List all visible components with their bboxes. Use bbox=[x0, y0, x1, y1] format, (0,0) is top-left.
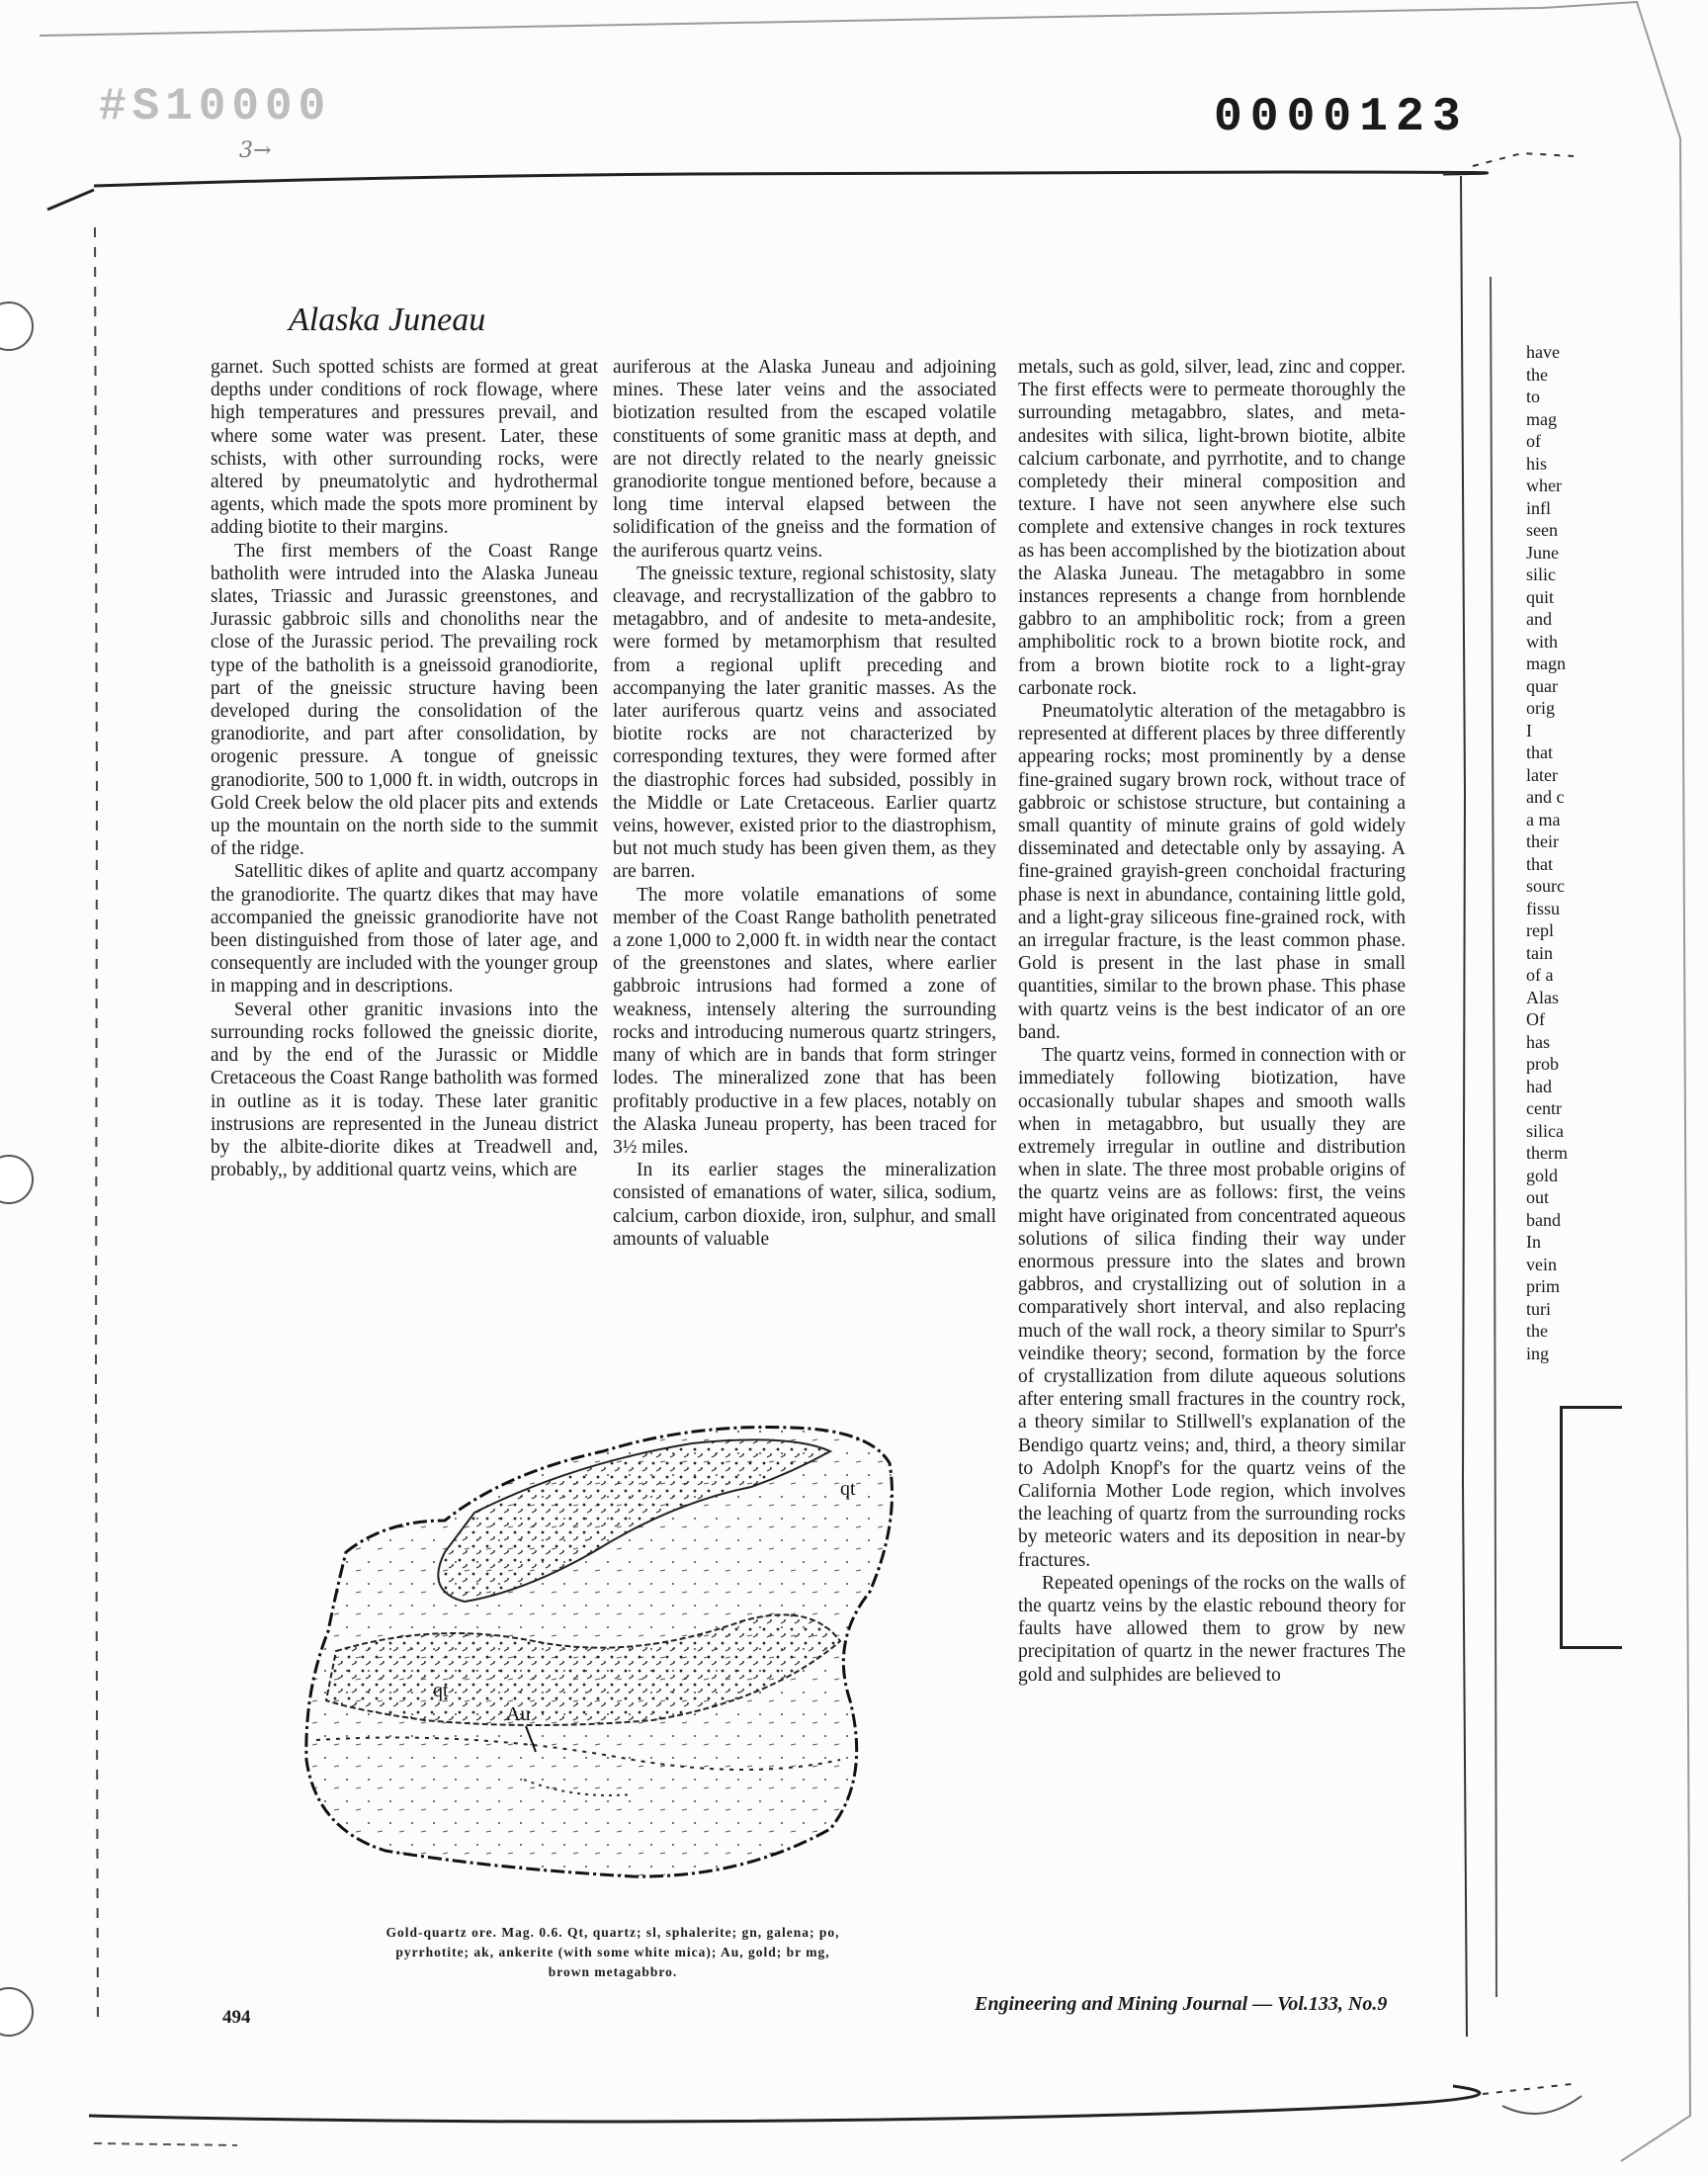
cut-column-fragment: tain bbox=[1526, 942, 1553, 963]
cut-column-fragment: and bbox=[1526, 609, 1552, 629]
cut-column-fragment: turi bbox=[1526, 1298, 1551, 1319]
cut-column-fragment: prim bbox=[1526, 1276, 1560, 1296]
cut-column-fragment: June bbox=[1526, 542, 1559, 563]
cut-column-fragment: orig bbox=[1526, 698, 1555, 718]
paragraph: auriferous at the Alaska Juneau and adjoining mines. These later veins and the associated biotization resulted from the escaped volatile constituents of some granitic mass at depth, and are not directly related to the nearly gneissic granodiorite tongue mentioned before, because a long time interval elapsed between the solidification of the gneiss and the formation of the auriferous quartz veins. bbox=[613, 357, 996, 562]
paragraph: The more volatile emanations of some member of the Coast Range batholith penetrated a zone 1,000 to 2,000 ft. in width near the contact of the greenstones and slates, where earlier gabbroic intrusions had formed a zone of weakness, intensely altering the surrounding rocks and introducing numerous quartz stringers, many of which are in bands that form stringer lodes. The mineralized zone that has been profitably productive in a few places, notably on the Alaska Juneau property, has been traced for 3½ miles. bbox=[613, 884, 996, 1158]
faded-stamp-number: #S10000 bbox=[99, 81, 332, 132]
cut-column-fragment: prob bbox=[1526, 1054, 1559, 1074]
label-qt-lower: qt bbox=[433, 1680, 449, 1701]
article-title: Alaska Juneau bbox=[289, 301, 486, 338]
cut-column-fragment: have bbox=[1526, 342, 1560, 362]
label-au: Au bbox=[506, 1703, 531, 1725]
cut-column-fragment: fissu bbox=[1526, 898, 1561, 918]
cut-column-fragment: therm bbox=[1526, 1143, 1568, 1163]
cut-column-fragment: gold bbox=[1526, 1165, 1559, 1185]
paragraph: Satellitic dikes of aplite and quartz accompany the granodiorite. The quartz dikes that may have accompanied the gneissic granodiorite have not been distinguished from those of later age, and consequently are included with the younger group in mapping and in descriptions. bbox=[211, 861, 598, 998]
binder-hole-bottom bbox=[0, 1987, 34, 2037]
cut-column-fragment: has bbox=[1526, 1031, 1550, 1052]
cut-column-fragment: with bbox=[1526, 631, 1559, 652]
cut-column-fragment: that bbox=[1526, 742, 1553, 762]
cut-off-column bbox=[1526, 341, 1595, 1364]
ore-specimen-photo bbox=[277, 1404, 919, 1918]
cut-column-fragment: wher bbox=[1526, 476, 1562, 495]
cut-column-fragment: sourc bbox=[1526, 876, 1565, 896]
handwritten-note: 3→ bbox=[239, 138, 272, 163]
cut-column-fragment: their bbox=[1526, 831, 1559, 851]
binder-hole-top bbox=[0, 302, 34, 351]
cut-column-fragment: band bbox=[1526, 1209, 1561, 1230]
cut-column-fragment: magn bbox=[1526, 653, 1566, 673]
paragraph: Several other granitic invasions into the surrounding rocks followed the gneissic diorite, and by the end of the Jurassic or Middle Cretaceous the Coast Range batholith was formed in outline as it is today. These later granitic instrusions are represented in the Juneau district by the albite-diorite dikes at Treadwell and, probably,, by additional quartz veins, which are bbox=[211, 999, 598, 1181]
figure-caption bbox=[297, 1923, 929, 1982]
paragraph: The quartz veins, formed in connection with or immediately following biotization, have occasionally tubular shapes and smooth walls when in metagabbro, but usually they are extremely irregular in outline and distribution when in slate. The three most probable origins of the quartz veins are as follows: first, the veins might have originated from concentrated aqueous solutions of silica finding their way under enormous pressure into the slates and brown gabbros, and crystallizing out of solution in a comparatively short interval, and also replacing much of the wall rock, a theory similar to Spurr's veindike theory; second, formation by the force of crystallization from dilute aqueous solutions after entering small fractures in the country rock, a theory similar to Stillwell's explanation of the Bendigo quartz veins; and, third, a theory similar to Adolph Knopf's for the quartz veins of the California Mother Lode region, which involves the leaching of quartz from the surrounding rocks by meteoric waters and its deposition in near-by fractures. bbox=[1018, 1045, 1406, 1571]
cut-column-fragment: silic bbox=[1526, 565, 1556, 584]
paragraph: The first members of the Coast Range batholith were intruded into the Alaska Juneau slates, Triassic and Jurassic greenstones, and Jurassic gabbroic sills and chonoliths near the close of the Jurassic period. The prevailing rock type of the batholith is a gneissoid granodiorite, part of the gneissic structure having been developed during the consolidation of the granodiorite, and part after consolidation, by orogenic pressure. A tongue of gneissic granodiorite, 500 to 1,000 ft. in width, outcrops in Gold Creek below the old placer pits and extends up the mountain on the north side to the summit of the ridge. bbox=[211, 540, 598, 860]
binder-hole-middle bbox=[0, 1155, 34, 1204]
cut-column-fragment: of bbox=[1526, 431, 1541, 451]
cut-column-fragment: seen bbox=[1526, 520, 1558, 540]
cut-column-fragment: In bbox=[1526, 1232, 1541, 1252]
label-qt-upper: qt bbox=[840, 1478, 856, 1500]
paragraph: The gneissic texture, regional schistosity, slaty cleavage, and recrystallization of the gabbro to metagabbro, and of andesite to meta-andesite, were formed by metamorphism that resulted from a regional uplift preceding and accompanying the later granitic masses. As the later auriferous quartz veins and associated biotite rocks are not characterized by corresponding textures, they were formed after the diastrophic forces had subsided, possibly in the Middle or Late Cretaceous. Earlier quartz veins, however, existed prior to the diastrophism, but not much study has been given them, as they are barren. bbox=[613, 563, 996, 883]
article-column-1 bbox=[211, 356, 598, 1181]
cut-column-fragment: centr bbox=[1526, 1098, 1562, 1118]
paragraph: garnet. Such spotted schists are formed at great depths under conditions of rock flowage, where high temperatures and pressures prevail, and where some water was present. Later, these schists, with other surrounding rocks, were altered by pneumatolytic and hydrothermal agents, which made the spots more prominent by adding biotite to their margins. bbox=[211, 357, 598, 539]
cut-column-fragment: of a bbox=[1526, 965, 1554, 985]
paragraph: metals, such as gold, silver, lead, zinc and copper. The first effects were to permeate thoroughly the surrounding metagabbro, slates, and meta-andesites with silica, light-brown biotite, albite calcium carbonate, and pyrrhotite, and to change completedy their mineral composition and texture. I have not seen anywhere else such complete and extensive changes in rock textures as has been accomplished by the biotization about the Alaska Juneau. The metagabbro in some instances represents a change from hornblende gabbro to an amphibolitic rock; from a green amphibolitic rock to a brown biotite rock, and from a brown biotite rock to a light-gray carbonate rock. bbox=[1018, 357, 1406, 699]
cut-column-fragment: the bbox=[1526, 1321, 1548, 1341]
caption-line: brown metagabbro. bbox=[548, 1964, 678, 1979]
article-column-3 bbox=[1018, 356, 1406, 1687]
caption-line: pyrrhotite; ak, ankerite (with some white mica); Au, gold; br mg, bbox=[395, 1945, 830, 1959]
cut-column-fragment: vein bbox=[1526, 1254, 1557, 1274]
cut-column-fragment: Alas bbox=[1526, 987, 1559, 1007]
cut-column-fragment: and c bbox=[1526, 787, 1565, 807]
cut-column-fragment: quar bbox=[1526, 675, 1558, 696]
cut-column-fragment: quit bbox=[1526, 586, 1555, 607]
cut-column-fragment: the bbox=[1526, 364, 1548, 385]
cut-column-fragment: mag bbox=[1526, 408, 1557, 429]
cut-column-fragment: to bbox=[1526, 387, 1541, 406]
caption-line: Gold-quartz ore. Mag. 0.6. Qt, quartz; sl, sphalerite; gn, galena; po, bbox=[385, 1925, 840, 1940]
cut-column-fragment: a ma bbox=[1526, 809, 1561, 829]
paragraph: Repeated openings of the rocks on the walls of the quartz veins by the elastic rebound theory for faults have allowed them to grow by new precipitation of quartz in the newer fractures The gold and sulphides are believed to bbox=[1018, 1572, 1406, 1686]
cut-column-fragment: his bbox=[1526, 453, 1548, 474]
cut-column-fragment: later bbox=[1526, 764, 1558, 785]
paragraph: In its earlier stages the mineralization consisted of emanations of water, silica, sodium, calcium, carbon dioxide, iron, sulphur, and small amounts of valuable bbox=[613, 1160, 996, 1250]
cut-column-fragment: that bbox=[1526, 853, 1553, 874]
journal-footer: Engineering and Mining Journal — Vol.133, No.9 bbox=[975, 1993, 1388, 2015]
cut-column-fragment: out bbox=[1526, 1187, 1550, 1207]
cut-column-fragment: silica bbox=[1526, 1120, 1564, 1141]
cut-column-fragment: repl bbox=[1526, 920, 1554, 940]
cut-column-fragment: ing bbox=[1526, 1343, 1550, 1363]
cut-column-fragment: had bbox=[1526, 1076, 1552, 1096]
paragraph: Pneumatolytic alteration of the metagabbro is represented at different places by three differently appearing rocks; most prominently by a dense fine-grained sugary brown rock, without trace of gabbroic or schistose structure, but containing a small quantity of minute grains of gold widely disseminated and detectable only by assaying. A fine-grained grayish-green conchoidal fracturing phase is next in abundance, containing little gold, and a light-gray siliceous fine-grained rock, with an irregular fracture, is the least common phase. Gold is present in the last phase in small quantities, similar to the brown phase. This phase with quartz veins is the best indicator of an ore band. bbox=[1018, 701, 1406, 1043]
page-number: 494 bbox=[222, 2007, 251, 2028]
document-number: 0000123 bbox=[1214, 91, 1469, 144]
article-column-2 bbox=[613, 356, 996, 1251]
cut-off-sidebar-box bbox=[1560, 1406, 1622, 1649]
cut-column-fragment: infl bbox=[1526, 497, 1551, 518]
cut-column-fragment: I bbox=[1526, 720, 1532, 740]
cut-column-fragment: Of bbox=[1526, 1009, 1545, 1029]
